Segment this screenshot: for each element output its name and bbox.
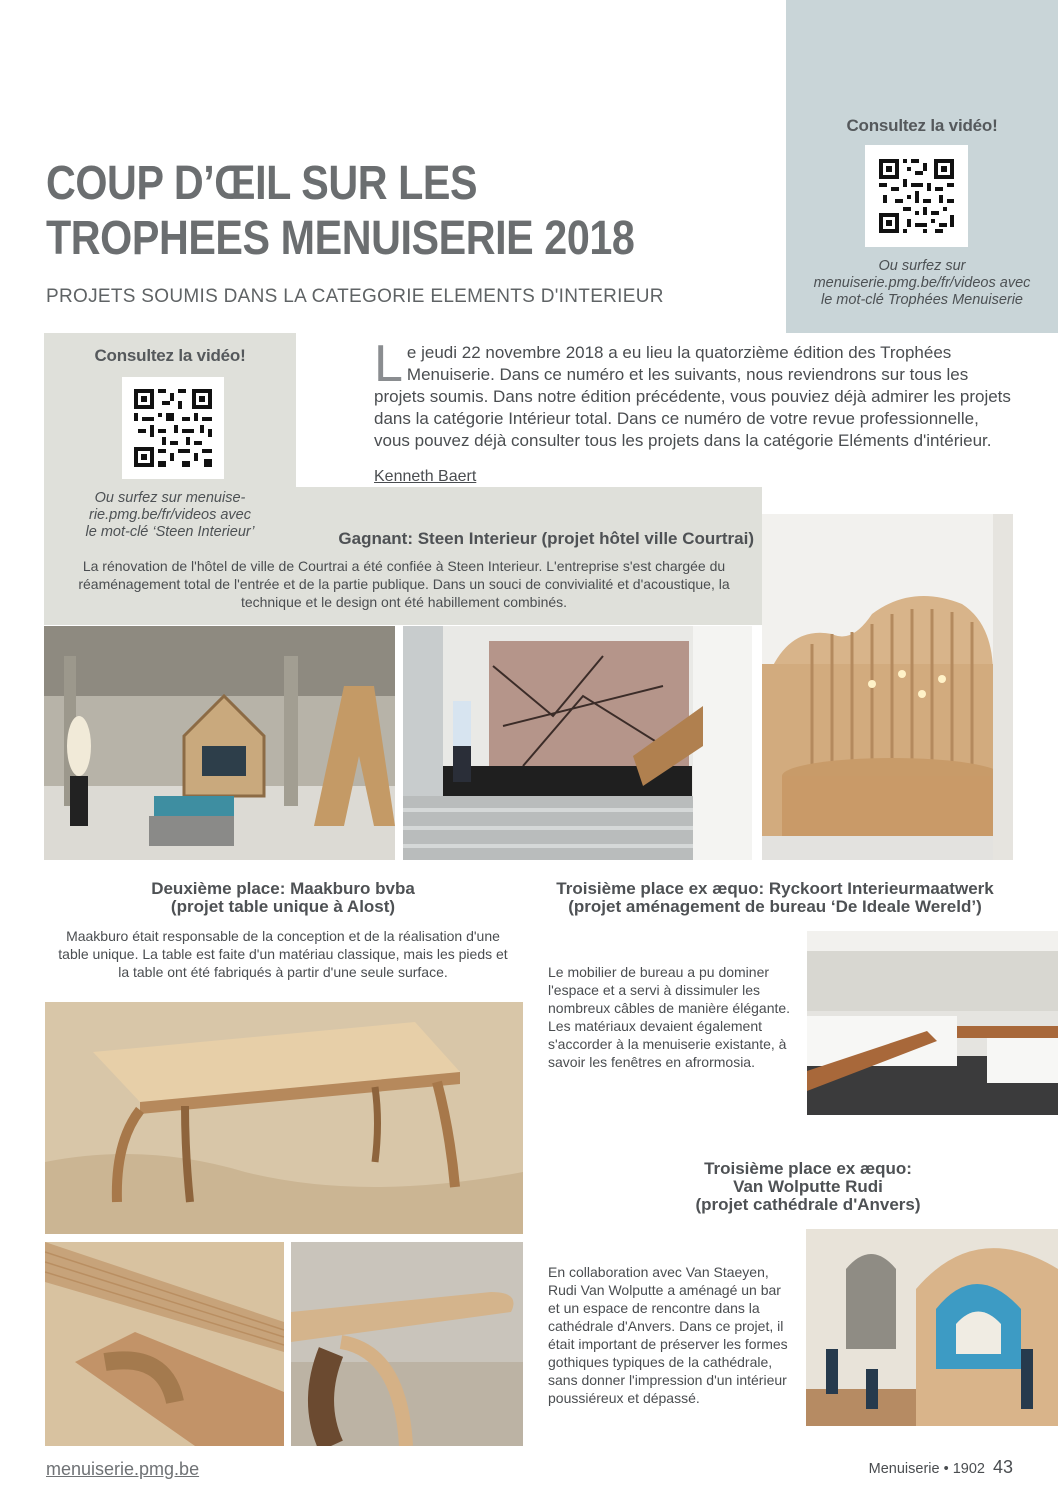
footer-page-info — [869, 1457, 1013, 1478]
deuxieme-body: Maakburo était responsable de la conception et de la réalisation d'une table unique. La table est faite d'un matériau classique, mais les pieds et la table ont été fabriqués à partir d'une seule surface. — [58, 928, 508, 980]
troisieme-a-body: Le mobilier de bureau a pu dominer l'espace et a servi à dissimuler les nombreux câbles de manière élégante. Les matériaux devaient également s'accorder à la menuiserie existante, à savoir les fenêtres en afrormosia. — [548, 964, 791, 1070]
intro-dropcap: L — [374, 335, 403, 393]
photo-table-leg — [291, 1242, 523, 1446]
qr-left-title: Consultez la vidéo! — [94, 346, 246, 365]
troisieme-a-title-line2: (projet aménagement de bureau ‘De Ideale Wereld’) — [568, 897, 982, 916]
qr-top-caption-line3: le mot-clé Trophées Menuiserie — [820, 292, 1023, 308]
qr-top-caption — [786, 258, 1058, 309]
footer-website-link[interactable]: menuiserie.pmg.be — [46, 1459, 200, 1479]
page-number: 43 — [992, 1457, 1013, 1477]
footer-magazine: Menuiserie • 1902 — [868, 1461, 985, 1477]
qr-top-caption-line1: Ou surfez sur — [878, 258, 966, 274]
intro-text: e jeudi 22 novembre 2018 a eu lieu la quatorzième édition des Trophées Menuiserie. Dans ce numéro et les suivants, nous reviendrons sur tous les projets soumis. Dans notre édition précédente, vous pouviez déjà admirer les projets dans la catégorie Intérieur total. Dans ce numéro de votre revue professionnelle, vous pouvez déjà consulter tous les projets dans la catégorie Eléments d'intérieur. — [374, 343, 1011, 450]
qr-top-caption-line2: menuiserie.pmg.be/fr/videos avec — [813, 275, 1031, 291]
qr-code-icon — [865, 145, 968, 247]
deuxieme-title-line1: Deuxième place: Maakburo bvba — [151, 879, 415, 898]
intro-paragraph — [374, 335, 1014, 452]
photo-table-beach — [45, 1002, 523, 1234]
qr-code-left[interactable] — [122, 377, 224, 479]
photo-entrance — [403, 626, 752, 860]
gagnant-title: Gagnant: Steen Interieur (projet hôtel ville Courtrai) — [338, 529, 754, 548]
deuxieme-title-line2: (projet table unique à Alost) — [170, 897, 396, 916]
page-title-line2: TROPHEES MENUISERIE 2018 — [46, 212, 635, 265]
photo-lobby — [44, 626, 395, 860]
author-link[interactable]: Kenneth Baert — [374, 468, 477, 485]
photo-reception — [762, 514, 1013, 860]
page-title-line1: COUP D’ŒIL SUR LES — [46, 157, 478, 210]
qr-code-icon — [122, 377, 224, 479]
qr-left-caption-line3: le mot-clé ‘Steen Interieur’ — [85, 524, 255, 540]
qr-code-top[interactable] — [865, 145, 968, 247]
qr-left-caption — [44, 490, 296, 541]
troisieme-b-title-line2: Van Wolputte Rudi — [733, 1177, 883, 1196]
troisieme-b-body: En collaboration avec Van Staeyen, Rudi Van Wolputte a aménagé un bar et un espace de rencontre dans la cathédrale d'Anvers. Dans ce projet, il était important de préserver les formes gothiques typiques de la cathédrale, sans donner l'impression d'un intérieur poussiéreux et dépassé. — [548, 1264, 788, 1406]
qr-left-caption-line1: Ou surfez sur menuise- — [94, 490, 246, 506]
qr-top-title: Consultez la vidéo! — [846, 116, 998, 135]
troisieme-b-title — [670, 1160, 946, 1214]
troisieme-b-title-line1: Troisième place ex æquo: — [704, 1159, 912, 1178]
gagnant-body: La rénovation de l'hôtel de ville de Courtrai a été confiée à Steen Interieur. L'entreprise s'est chargée du réaménagement total de l'entrée et de la partie publique. Dans un souci de convivialité et d'acoustique, la technique et le design ont été habillement combinés. — [78, 558, 730, 610]
troisieme-a-title-line1: Troisième place ex æquo: Ryckoort Interieurmaatwerk — [556, 879, 994, 898]
photo-office — [807, 931, 1058, 1115]
photo-cathedral — [806, 1229, 1058, 1426]
troisieme-b-title-line3: (projet cathédrale d'Anvers) — [695, 1195, 921, 1214]
troisieme-a-title — [536, 880, 1014, 916]
gagnant-panel-extension — [296, 487, 762, 513]
photo-table-detail — [45, 1242, 284, 1446]
page-subtitle: PROJETS SOUMIS DANS LA CATEGORIE ELEMENTS D'INTERIEUR — [46, 286, 664, 307]
qr-left-caption-line2: rie.pmg.be/fr/videos avec — [89, 507, 251, 523]
deuxieme-title — [44, 880, 522, 916]
page-title — [46, 156, 634, 266]
